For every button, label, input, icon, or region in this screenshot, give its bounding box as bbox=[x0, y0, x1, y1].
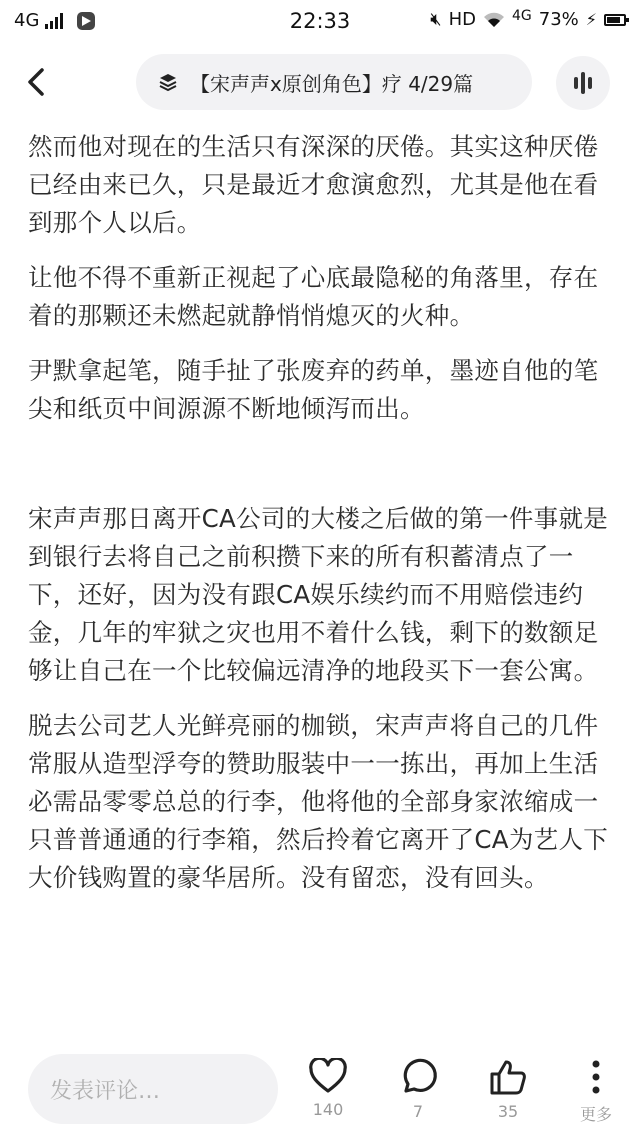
paragraph: 宋声声那日离开CA公司的大楼之后做的第一件事就是到银行去将自己之前积攒下来的所有积蓄清点了一下，还好，因为没有跟CA娱乐续约而不用赔偿违约金，几年的牢狱之灾也用不着什么钱，剩下的数额足够让自己在一个比较偏远清净的地段买下一套公寓。 bbox=[28, 504, 609, 685]
chapter-title: 【宋声声x原创角色】疗 4/29篇 bbox=[190, 71, 474, 96]
chapter-title-pill[interactable] bbox=[136, 54, 532, 110]
article-body bbox=[28, 128, 618, 914]
back-icon bbox=[25, 67, 47, 97]
status-time: 22:33 bbox=[289, 9, 351, 33]
battery-level: 73% bbox=[538, 9, 579, 30]
paragraph: 脱去公司艺人光鲜亮丽的枷锁，宋声声将自己的几件常服从造型浮夸的赞助服装中一一拣出，再加上生活必需品零零总总的行李，他将他的全部身家浓缩成一只普普通通的行李箱，然后拎着它离开了CA为艺人下大价钱购置的豪华居所。没有留恋，没有回头。 bbox=[28, 711, 609, 892]
wifi-icon bbox=[483, 12, 505, 28]
like-button[interactable] bbox=[298, 1058, 358, 1119]
audio-button[interactable] bbox=[556, 56, 610, 110]
comment-count: 7 bbox=[412, 1102, 424, 1121]
network-type-right: 4G bbox=[511, 7, 532, 24]
like-count: 140 bbox=[312, 1100, 344, 1119]
comment-icon bbox=[398, 1058, 438, 1096]
thumbs-up-icon bbox=[488, 1058, 528, 1096]
mute-icon: 🔇︎ bbox=[430, 9, 442, 30]
more-label: 更多 bbox=[579, 1105, 612, 1124]
paragraph: 让他不得不重新正视起了心底最隐秘的角落里，存在着的那颗还未燃起就静悄悄熄灭的火种。 bbox=[28, 263, 599, 330]
battery-icon bbox=[604, 14, 626, 26]
thumbs-up-button[interactable] bbox=[478, 1058, 538, 1121]
audio-icon bbox=[574, 77, 578, 89]
more-button[interactable] bbox=[566, 1058, 626, 1125]
thumbs-count: 35 bbox=[497, 1102, 519, 1121]
hd-label: HD bbox=[448, 9, 476, 30]
paragraph: 然而他对现在的生活只有深深的厌倦。其实这种厌倦已经由来已久，只是最近才愈演愈烈，尤其是他在看到那个人以后。 bbox=[28, 132, 599, 237]
status-right bbox=[430, 9, 626, 30]
back-button[interactable] bbox=[14, 58, 58, 106]
charging-icon: ⚡︎ bbox=[585, 10, 597, 29]
heart-icon bbox=[308, 1058, 348, 1094]
paragraph: 尹默拿起笔，随手扯了张废弃的药单，墨迹自他的笔尖和纸页中间源源不断地倾泻而出。 bbox=[28, 356, 599, 423]
bottom-action-bar bbox=[0, 1048, 640, 1138]
comment-input[interactable]: 发表评论… bbox=[28, 1054, 278, 1124]
more-icon bbox=[589, 1058, 603, 1096]
paragraph-gap bbox=[28, 445, 618, 483]
status-bar bbox=[0, 0, 640, 44]
network-type: 4G bbox=[14, 10, 40, 31]
layers-icon bbox=[158, 72, 178, 92]
comment-button[interactable] bbox=[388, 1058, 448, 1121]
